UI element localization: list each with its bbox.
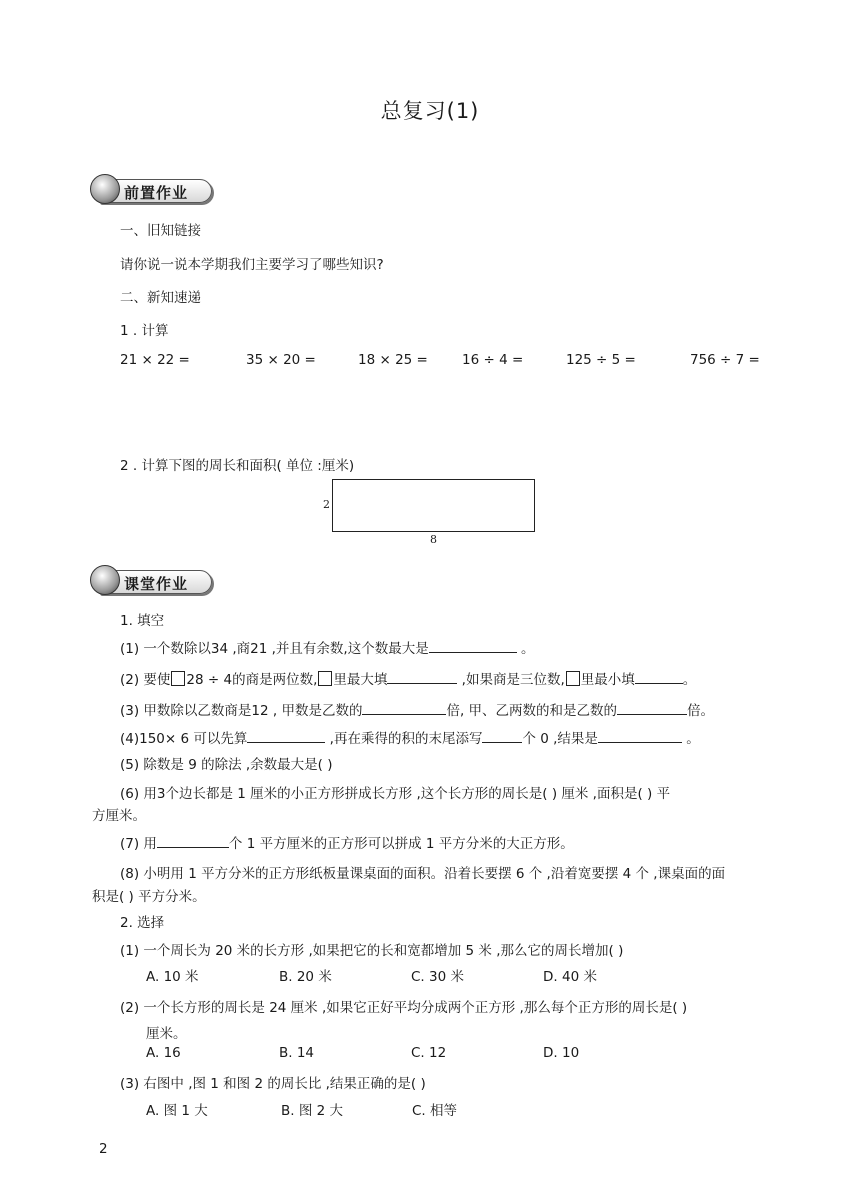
answer-blank[interactable] [157,833,229,848]
part-heading-1: 一、旧知链接 [120,223,201,239]
fill-q4 [120,727,700,747]
answer-blank[interactable] [362,700,446,715]
perimeter-question: 2 . 计算下图的周长和面积( 单位 :厘米) [120,458,355,474]
calc-label: 1 . 计算 [120,323,169,339]
square-placeholder [566,671,580,686]
answer-blank[interactable] [247,728,325,743]
section-badge-preview [90,174,210,204]
swirl-icon [90,174,120,204]
answer-blank[interactable] [635,669,683,684]
answer-blank[interactable] [387,669,457,684]
choice-option: C. 相等 [412,1103,458,1119]
figure-width-label: 8 [430,533,437,546]
rectangle-figure [332,479,535,532]
choice-option: A. 16 [146,1045,181,1061]
figure-height-label: 2 [323,498,330,511]
q-text: 28 ÷ 4的商是两位数, [186,672,318,688]
badge-label: 前置作业 [124,184,189,202]
page-title: 总复习(1) [380,99,480,123]
badge-label: 课堂作业 [124,575,189,593]
fill-q8-line1: (8) 小明用 1 平方分米的正方形纸板量课桌面的面积。沿着长要摆 6 个 ,沿着宽要摆 4 个 ,课桌面的面 [120,866,726,882]
choice-option: B. 20 米 [279,969,332,985]
fill-q3 [120,699,714,719]
play-icon [90,565,120,595]
answer-blank[interactable] [482,728,522,743]
fill-q6-line2: 方厘米。 [92,808,146,824]
square-placeholder [171,671,185,686]
q-text: (3) 甲数除以乙数商是12 , 甲数是乙数的 [120,703,363,719]
choice-q2-line1: (2) 一个长方形的周长是 24 厘米 ,如果它正好平均分成两个正方形 ,那么每个正方形的周长是( ) [120,1000,688,1016]
answer-blank[interactable] [429,638,517,653]
section-badge-classwork [90,565,210,595]
fill-q6-line1: (6) 用3个边长都是 1 厘米的小正方形拼成长方形 ,这个长方形的周长是( ) 厘米 ,面积是( ) 平 [120,786,671,802]
choice-option: B. 图 2 大 [281,1103,344,1119]
q-text: 个 0 ,结果是 [522,731,598,747]
calc-item: 756 ÷ 7 = [690,352,760,368]
answer-blank[interactable] [617,700,687,715]
calc-item: 21 × 22 = [120,352,190,368]
page-number: 2 [99,1141,108,1157]
choice-option: A. 10 米 [146,969,199,985]
fill-q2 [120,668,696,688]
q-text: ,再在乘得的积的末尾添写 [325,731,483,747]
choice-option: B. 14 [279,1045,315,1061]
q-text: (1) 一个数除以34 ,商21 ,并且有余数,这个数最大是 [120,641,429,657]
fill-heading: 1. 填空 [120,613,165,629]
q-text: (2) 要使 [120,672,171,688]
q-text: 。 [681,731,700,747]
q-text: ,如果商是三位数, [457,672,565,688]
choice-option: A. 图 1 大 [146,1103,208,1119]
q-text: 里最小填 [580,672,635,688]
choice-q1: (1) 一个周长为 20 米的长方形 ,如果把它的长和宽都增加 5 米 ,那么它的周长增加( ) [120,943,624,959]
q-text: 个 1 平方厘米的正方形可以拼成 1 平方分米的大正方形。 [228,836,574,852]
choice-option: C. 30 米 [411,969,464,985]
q-text: 。 [516,641,535,657]
q-text: 里最大填 [333,672,388,688]
fill-q8-line2: 积是( ) 平方分米。 [92,889,206,905]
q-text: 。 [682,672,697,688]
calc-item: 125 ÷ 5 = [566,352,636,368]
review-question: 请你说一说本学期我们主要学习了哪些知识? [120,257,384,273]
part-heading-2: 二、新知速递 [120,290,201,306]
q-text: 倍。 [687,703,715,719]
q-text: (7) 用 [120,836,157,852]
choice-option: D. 10 [543,1045,580,1061]
fill-q7 [120,832,574,852]
fill-q1 [120,637,535,657]
choice-option: C. 12 [411,1045,447,1061]
square-placeholder [318,671,332,686]
choice-q2-line2: 厘米。 [146,1026,187,1042]
calc-item: 16 ÷ 4 = [462,352,524,368]
fill-q5: (5) 除数是 9 的除法 ,余数最大是( ) [120,757,333,773]
q-text: 倍, 甲、乙两数的和是乙数的 [446,703,618,719]
choice-q3: (3) 右图中 ,图 1 和图 2 的周长比 ,结果正确的是( ) [120,1076,426,1092]
calc-item: 18 × 25 = [358,352,428,368]
choice-option: D. 40 米 [543,969,597,985]
calc-item: 35 × 20 = [246,352,316,368]
answer-blank[interactable] [598,728,682,743]
q-text: (4)150× 6 可以先算 [120,731,248,747]
choice-heading: 2. 选择 [120,915,165,931]
